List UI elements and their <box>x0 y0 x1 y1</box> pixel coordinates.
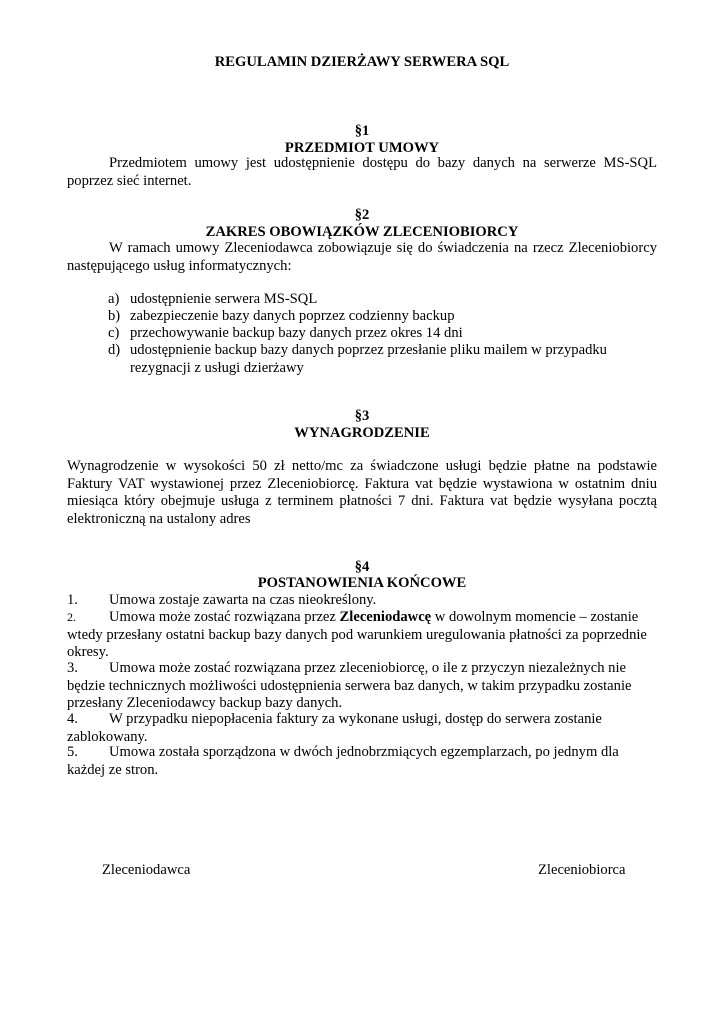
item-number: 5. <box>67 744 78 760</box>
numbered-item <box>67 592 659 610</box>
item-text: Umowa została sporządzona w dwóch jednobrzmiących egzemplarzach, po jednym dla każdej ze stron. <box>67 744 619 778</box>
item-text: Umowa może zostać rozwiązana przez zleceniobiorcę, o ile z przyczyn niezależnych nie będzie technicznych możliwości udostępnienia serwera baz danych, w takim przypadku zostanie przesłany Zleceniodawcy backup bazy danych. <box>67 660 632 711</box>
numbered-item <box>67 660 659 713</box>
section-1-text: Przedmiotem umowy jest udostępnienie dostępu do bazy danych na serwerze MS-SQL poprzez sieć internet. <box>67 155 657 189</box>
section-3-heading: WYNAGRODZENIE <box>294 425 430 441</box>
section-1-heading: PRZEDMIOT UMOWY <box>284 140 440 156</box>
section-2-text: W ramach umowy Zleceniodawca zobowiązuje się do świadczenia na rzecz Zleceniobiorcy następującego usług informatycznych: <box>67 240 657 274</box>
section-1-sign: §1 <box>354 123 370 139</box>
list-marker: a) <box>108 291 120 307</box>
list-item <box>108 342 650 377</box>
list-marker: d) <box>108 342 121 358</box>
section-4-sign: §4 <box>354 559 370 575</box>
list-item <box>108 308 650 326</box>
list-item-text: przechowywanie backup bazy danych przez okres 14 dni <box>130 325 463 341</box>
item-text: W przypadku niepopłacenia faktury za wykonane usługi, dostęp do serwera zostanie zablokowany. <box>67 711 602 745</box>
list-marker: b) <box>108 308 121 324</box>
item-text-after: w dowolnym momencie – zostanie wtedy przesłany ostatni backup bazy danych pod warunkiem uregulowania płatności za poprzednie okresy. <box>67 609 647 660</box>
section-3-sign: §3 <box>354 408 370 424</box>
list-item-text: zabezpieczenie bazy danych poprzez codzienny backup <box>130 308 455 324</box>
item-number: 3. <box>67 660 78 676</box>
section-3-text: Wynagrodzenie w wysokości 50 zł netto/mc za świadczone usługi będzie płatne na podstawie Faktury VAT wystawionej przez Zleceniobiorcę. Faktura vat będzie wystawiona w ostatnim dniu miesiąca który obejmuje usługa z terminem płatności 7 dni. Faktura vat będzie wysyłana pocztą elektroniczną na ustalony adres <box>67 458 657 527</box>
item-number: 1. <box>67 592 78 608</box>
signature-right: Zleceniobiorca <box>538 862 626 878</box>
section-2-heading: ZAKRES OBOWIĄZKÓW ZLECENIOBIORCY <box>205 224 519 240</box>
section-4-heading: POSTANOWIENIA KOŃCOWE <box>257 575 467 591</box>
list-item <box>108 291 650 309</box>
section-2-sign: §2 <box>354 207 370 223</box>
document-title: REGULAMIN DZIERŻAWY SERWERA SQL <box>214 54 510 70</box>
item-number: 4. <box>67 711 78 727</box>
numbered-item <box>67 744 659 779</box>
numbered-item <box>67 711 659 746</box>
signature-left: Zleceniodawca <box>102 862 191 878</box>
list-marker: c) <box>108 325 120 341</box>
list-item-text: udostępnienie backup bazy danych poprzez przesłanie pliku mailem w przypadku rezygnacji z usługi dzierżawy <box>130 342 607 376</box>
item-number: 2. <box>67 610 76 624</box>
item-text: Umowa zostaje zawarta na czas nieokreślony. <box>109 592 377 608</box>
numbered-item <box>67 609 659 662</box>
list-item-text: udostępnienie serwera MS-SQL <box>130 291 318 307</box>
item-text-bold: Zleceniodawcę <box>339 609 432 625</box>
item-text-before: Umowa może zostać rozwiązana przez <box>109 609 340 625</box>
list-item <box>108 325 650 343</box>
